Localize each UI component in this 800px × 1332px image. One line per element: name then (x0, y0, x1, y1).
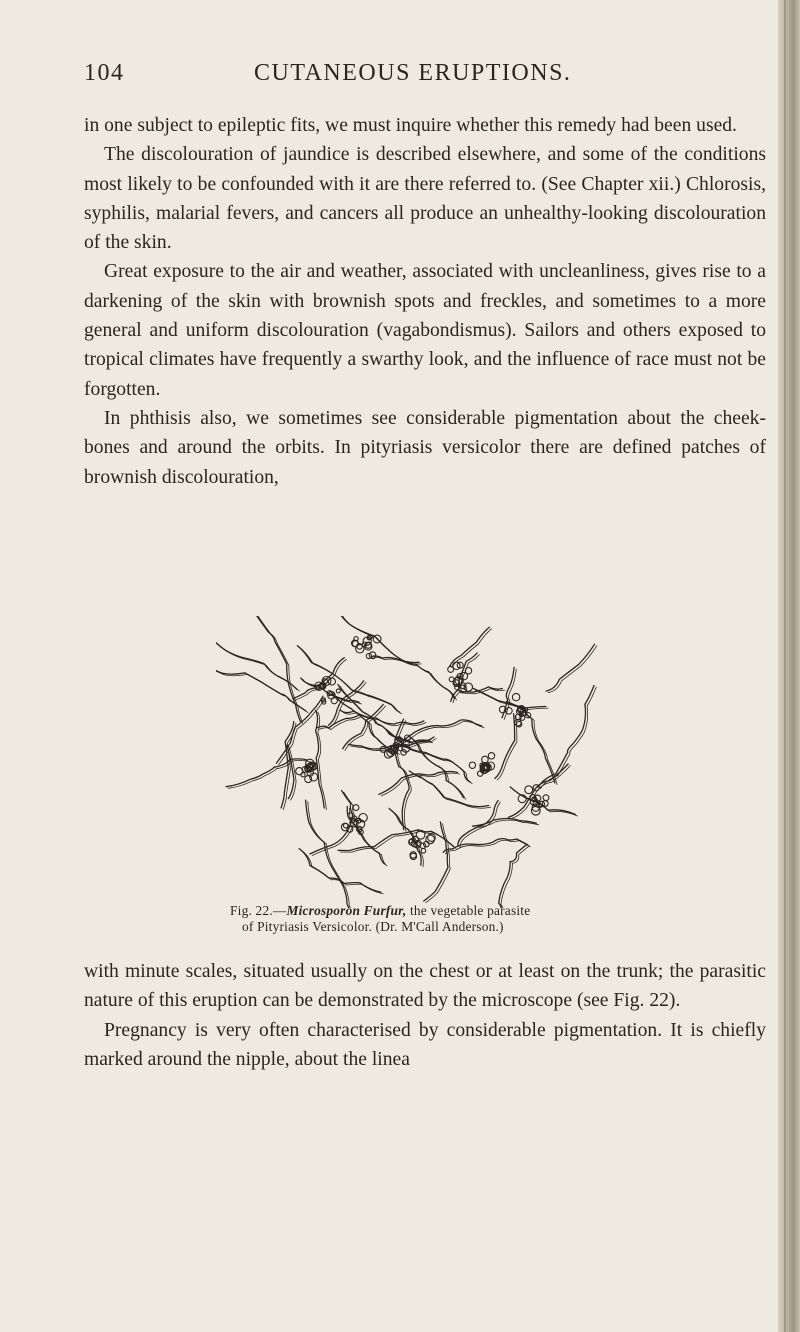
hypha-filament (253, 616, 300, 722)
caption-title: Microsporon Furfur, (286, 903, 407, 918)
spore (301, 773, 305, 777)
hypha-filament (411, 773, 490, 809)
spore (331, 698, 337, 704)
spore (482, 756, 489, 763)
spore (469, 762, 475, 768)
hypha-filament (340, 686, 432, 744)
hypha-filament (495, 714, 515, 779)
caption-line-2: of Pityriasis Versicolor. (Dr. M'Call Anderson.) (242, 919, 504, 934)
spore (531, 806, 540, 815)
paragraph: Pregnancy is very often characterised by considerable pigmentation. It is chiefly marked around the nipple, about the linea (84, 1019, 766, 1070)
hypha-filament (312, 792, 355, 855)
running-head: CUTANEOUS ERUPTIONS. (254, 60, 572, 86)
hypha-filament (501, 846, 529, 908)
figure-22-illustration (216, 616, 608, 908)
spore (512, 693, 519, 700)
caption-rest: the vegetable parasite (406, 903, 531, 918)
spore (506, 708, 513, 715)
paragraph: with minute scales, situated usually on the chest or at least on the trunk; the parasitic nature of this eruption can be demonstrated by the microscope (see Fig. 22). (84, 961, 766, 1012)
hypha-filament (216, 666, 306, 711)
hypha-filament (316, 711, 325, 809)
spore (353, 805, 359, 811)
hypha-filament (538, 686, 594, 788)
paragraph: The discolouration of jaundice is described elsewhere, and some of the conditions most likely to be confounded with it are there referred to. (See Chapter xii.) Chlorosis, syphilis, malarial fevers, and cancers all produce an unhealthy-looking discolouration of the skin. (84, 144, 766, 254)
page-number: 104 (84, 60, 125, 86)
spore (448, 666, 454, 672)
spore (421, 849, 426, 854)
spore (336, 689, 340, 693)
spore (525, 786, 533, 794)
hypha-filament (301, 850, 383, 894)
figure-caption (230, 903, 750, 935)
hypha-filament (546, 644, 595, 691)
page-edge-shadow (778, 0, 800, 1332)
caption-line-1 (230, 903, 750, 919)
hypha-filament (299, 849, 381, 893)
page-header (84, 60, 760, 94)
hypha-filament (310, 791, 353, 854)
hypha-filament (409, 771, 488, 807)
spore (543, 795, 549, 801)
hypha-filament (450, 627, 490, 666)
hypha-filament (499, 844, 527, 908)
microsporon-furfur-drawing (216, 616, 608, 908)
hypha-filament (306, 800, 357, 908)
caption-label: Fig. 22.— (230, 903, 287, 918)
paragraph: in one subject to epileptic fits, we must inquire whether this remedy had been used. (84, 115, 737, 136)
hypha-filament (541, 687, 597, 789)
spore (488, 753, 494, 759)
spore (465, 668, 471, 674)
hypha-filament (340, 616, 419, 663)
paragraph: Great exposure to the air and weather, associated with uncleanliness, gives rise to a darkening of the skin with brownish spots and freckles, and sometimes to a more general and uniform discolouration (vagabondismus). Sailors and others exposed to tropical climates have frequently a swarthy look, and the influence of race must not be forgotten. (84, 261, 766, 400)
body-text-bottom (84, 957, 766, 1074)
body-text-top (84, 111, 766, 492)
spore (426, 835, 435, 844)
spore (369, 652, 376, 659)
hypha-filament (338, 830, 454, 851)
spore (344, 824, 348, 828)
paragraph: In phthisis also, we sometimes see considerable pigmentation about the cheek-bones and around the orbits. In pityriasis versicolor there are defined patches of brownish discolouration, (84, 407, 766, 488)
spore (328, 678, 335, 685)
hypha-filament (319, 717, 360, 729)
